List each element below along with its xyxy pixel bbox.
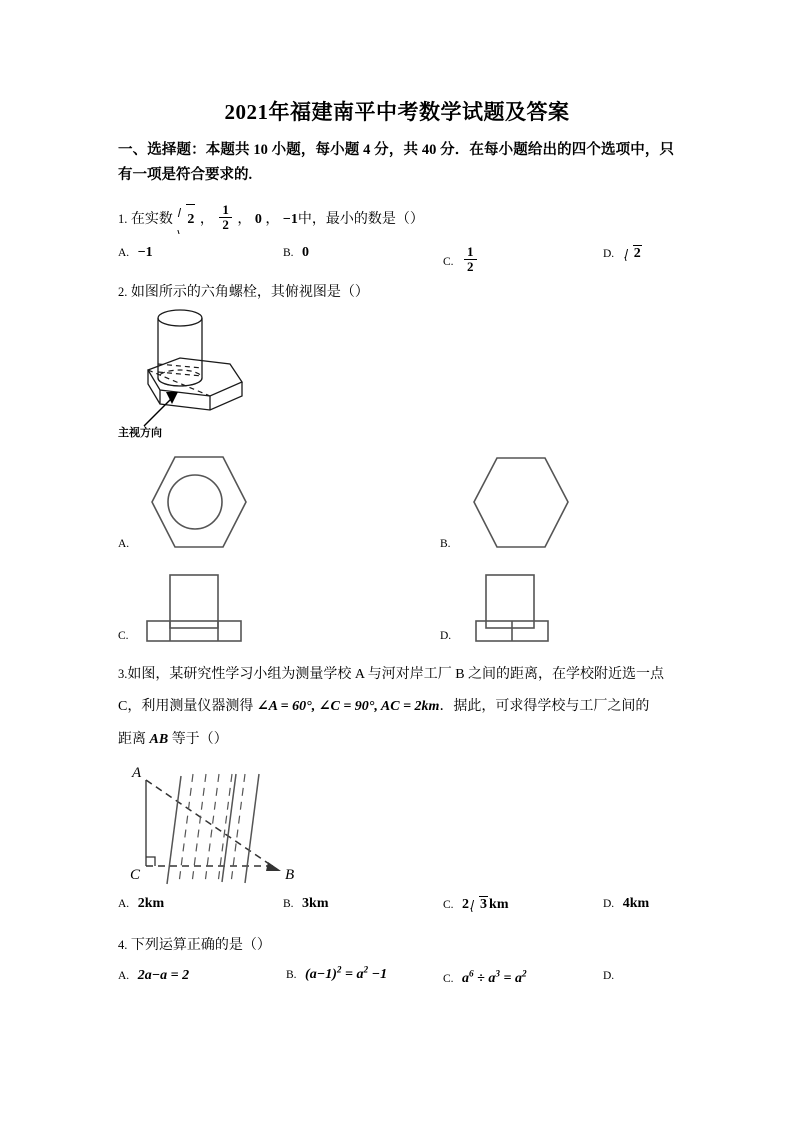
q4-option-b[interactable] (286, 964, 387, 983)
value-minus-one: −1 (282, 211, 298, 227)
q4-option-a[interactable] (118, 968, 189, 984)
comma-3: ， (265, 211, 280, 227)
value-zero: 0 (254, 211, 262, 227)
q1-option-d[interactable] (603, 245, 643, 262)
question-1-paren: ） (409, 211, 424, 227)
q3-option-a-value: 2km (137, 896, 165, 911)
q1-option-c-label: C. (443, 255, 454, 268)
q3-option-b-label: B. (283, 898, 294, 910)
q1-option-b-value: 0 (302, 245, 310, 260)
question-3-stem-line1 (118, 659, 676, 690)
q3-option-b[interactable] (283, 896, 329, 912)
question-4-paren: ） (256, 938, 271, 953)
q3-option-c-label: C. (443, 899, 454, 911)
q4-option-d[interactable] (603, 968, 619, 984)
river-triangle-figure (118, 762, 418, 887)
comma-2: ， (237, 211, 252, 227)
question-1-number: 1. (118, 211, 128, 226)
question-3-paren: ） (213, 732, 228, 747)
svg-text:B: B (285, 867, 295, 883)
question-3-stem-line2 (118, 692, 676, 722)
section-heading: 一、选择题：本题共 10 小题，每小题 4 分，共 40 分．在每小题给出的四个选项中，只有一项是符合要求的. (118, 142, 674, 183)
question-2-number: 2. (118, 285, 128, 299)
q3-option-a[interactable] (118, 896, 164, 912)
q1-option-b[interactable] (283, 245, 309, 261)
q1-option-a[interactable] (118, 245, 153, 261)
question-3-given-conditions: ∠A = 60°, ∠C = 90°, AC = 2km (256, 699, 440, 714)
fraction-one-half-inline: $\frac{1}{2}$ (219, 203, 232, 231)
question-1-text-pre: 在实数 (130, 211, 173, 227)
q3-option-c[interactable] (443, 896, 509, 913)
svg-text:C: C (130, 867, 141, 883)
q1-option-d-value: 2 (624, 245, 642, 262)
question-3-stem-line3 (118, 725, 676, 755)
q2-option-c-figure[interactable] (145, 573, 255, 648)
q3-option-b-value: 3km (302, 896, 329, 911)
question-2-text: 如图所示的六角螺栓，其俯视图是（ (130, 285, 355, 300)
question-4-text: 下列运算正确的是（ (130, 938, 257, 953)
q3-option-d[interactable] (603, 896, 649, 912)
q2-option-d-label[interactable]: D. (440, 630, 452, 642)
question-3-segment-ab: AB (149, 732, 169, 747)
question-3-number: 3. (118, 667, 128, 681)
svg-text:A: A (132, 765, 142, 781)
comma-1: ， (199, 211, 214, 227)
q4-option-b-label: B. (286, 968, 297, 981)
q2-option-c-label[interactable]: C. (118, 630, 129, 642)
q1-option-d-label: D. (603, 248, 615, 260)
q4-option-a-label: A. (118, 970, 130, 982)
q4-option-b-value: $(a-1)^2 = a^2 -1$ (305, 964, 388, 982)
question-3-text-line2-pre: C，利用测量仪器测得 (118, 699, 254, 714)
q1-option-b-label: B. (283, 247, 294, 259)
q4-option-a-value: 2a−a = 2 (137, 968, 190, 983)
question-2-paren: ） (354, 285, 369, 300)
sqrt-2-inline: 2 (177, 204, 195, 235)
q3-option-d-value: 4km (622, 896, 650, 911)
question-4-number: 4. (118, 938, 128, 952)
q4-option-c[interactable] (443, 968, 527, 987)
q2-option-a-figure[interactable] (150, 455, 250, 555)
question-4-options (118, 964, 688, 998)
q4-option-c-label: C. (443, 972, 454, 985)
q4-option-c-value: $a^6 \div a^3 = a^2$ (462, 968, 527, 986)
question-3-options (118, 896, 688, 926)
q3-option-c-value: 2 3 km (462, 897, 509, 912)
q2-option-b-figure[interactable] (472, 455, 572, 555)
q1-option-c[interactable] (443, 245, 479, 273)
bolt-front-view-caption: 主视方向 (118, 427, 162, 439)
question-1-options (118, 245, 688, 275)
q2-option-a-label[interactable]: A. (118, 538, 130, 550)
q3-option-d-label: D. (603, 898, 615, 910)
page-title: 2021年福建南平中考数学试题及答案 (224, 100, 570, 124)
question-1-stem (118, 203, 678, 235)
question-3-text-line3-pre: 距离 (118, 732, 146, 747)
q2-option-b-label[interactable]: B. (440, 538, 451, 550)
q2-option-d-figure[interactable] (468, 573, 578, 648)
question-3-text-line2-post: ．据此，可求得学校与工厂之间的 (439, 699, 650, 714)
q3-option-a-label: A. (118, 898, 130, 910)
question-3-text-line3-post: 等于（ (171, 732, 214, 747)
q1-option-a-label: A. (118, 247, 130, 259)
question-1-text-post: 中，最小的数是（ (297, 211, 410, 227)
q1-option-a-value: −1 (137, 245, 153, 260)
question-4-stem (118, 930, 676, 961)
question-3-text-line1: 如图，某研究性学习小组为测量学校 A 与河对岸工厂 B 之间的距离，在学校附近选一点 (127, 667, 665, 682)
q4-option-d-label: D. (603, 970, 615, 982)
q1-option-c-value: $\frac{1}{2}$ (464, 245, 477, 273)
